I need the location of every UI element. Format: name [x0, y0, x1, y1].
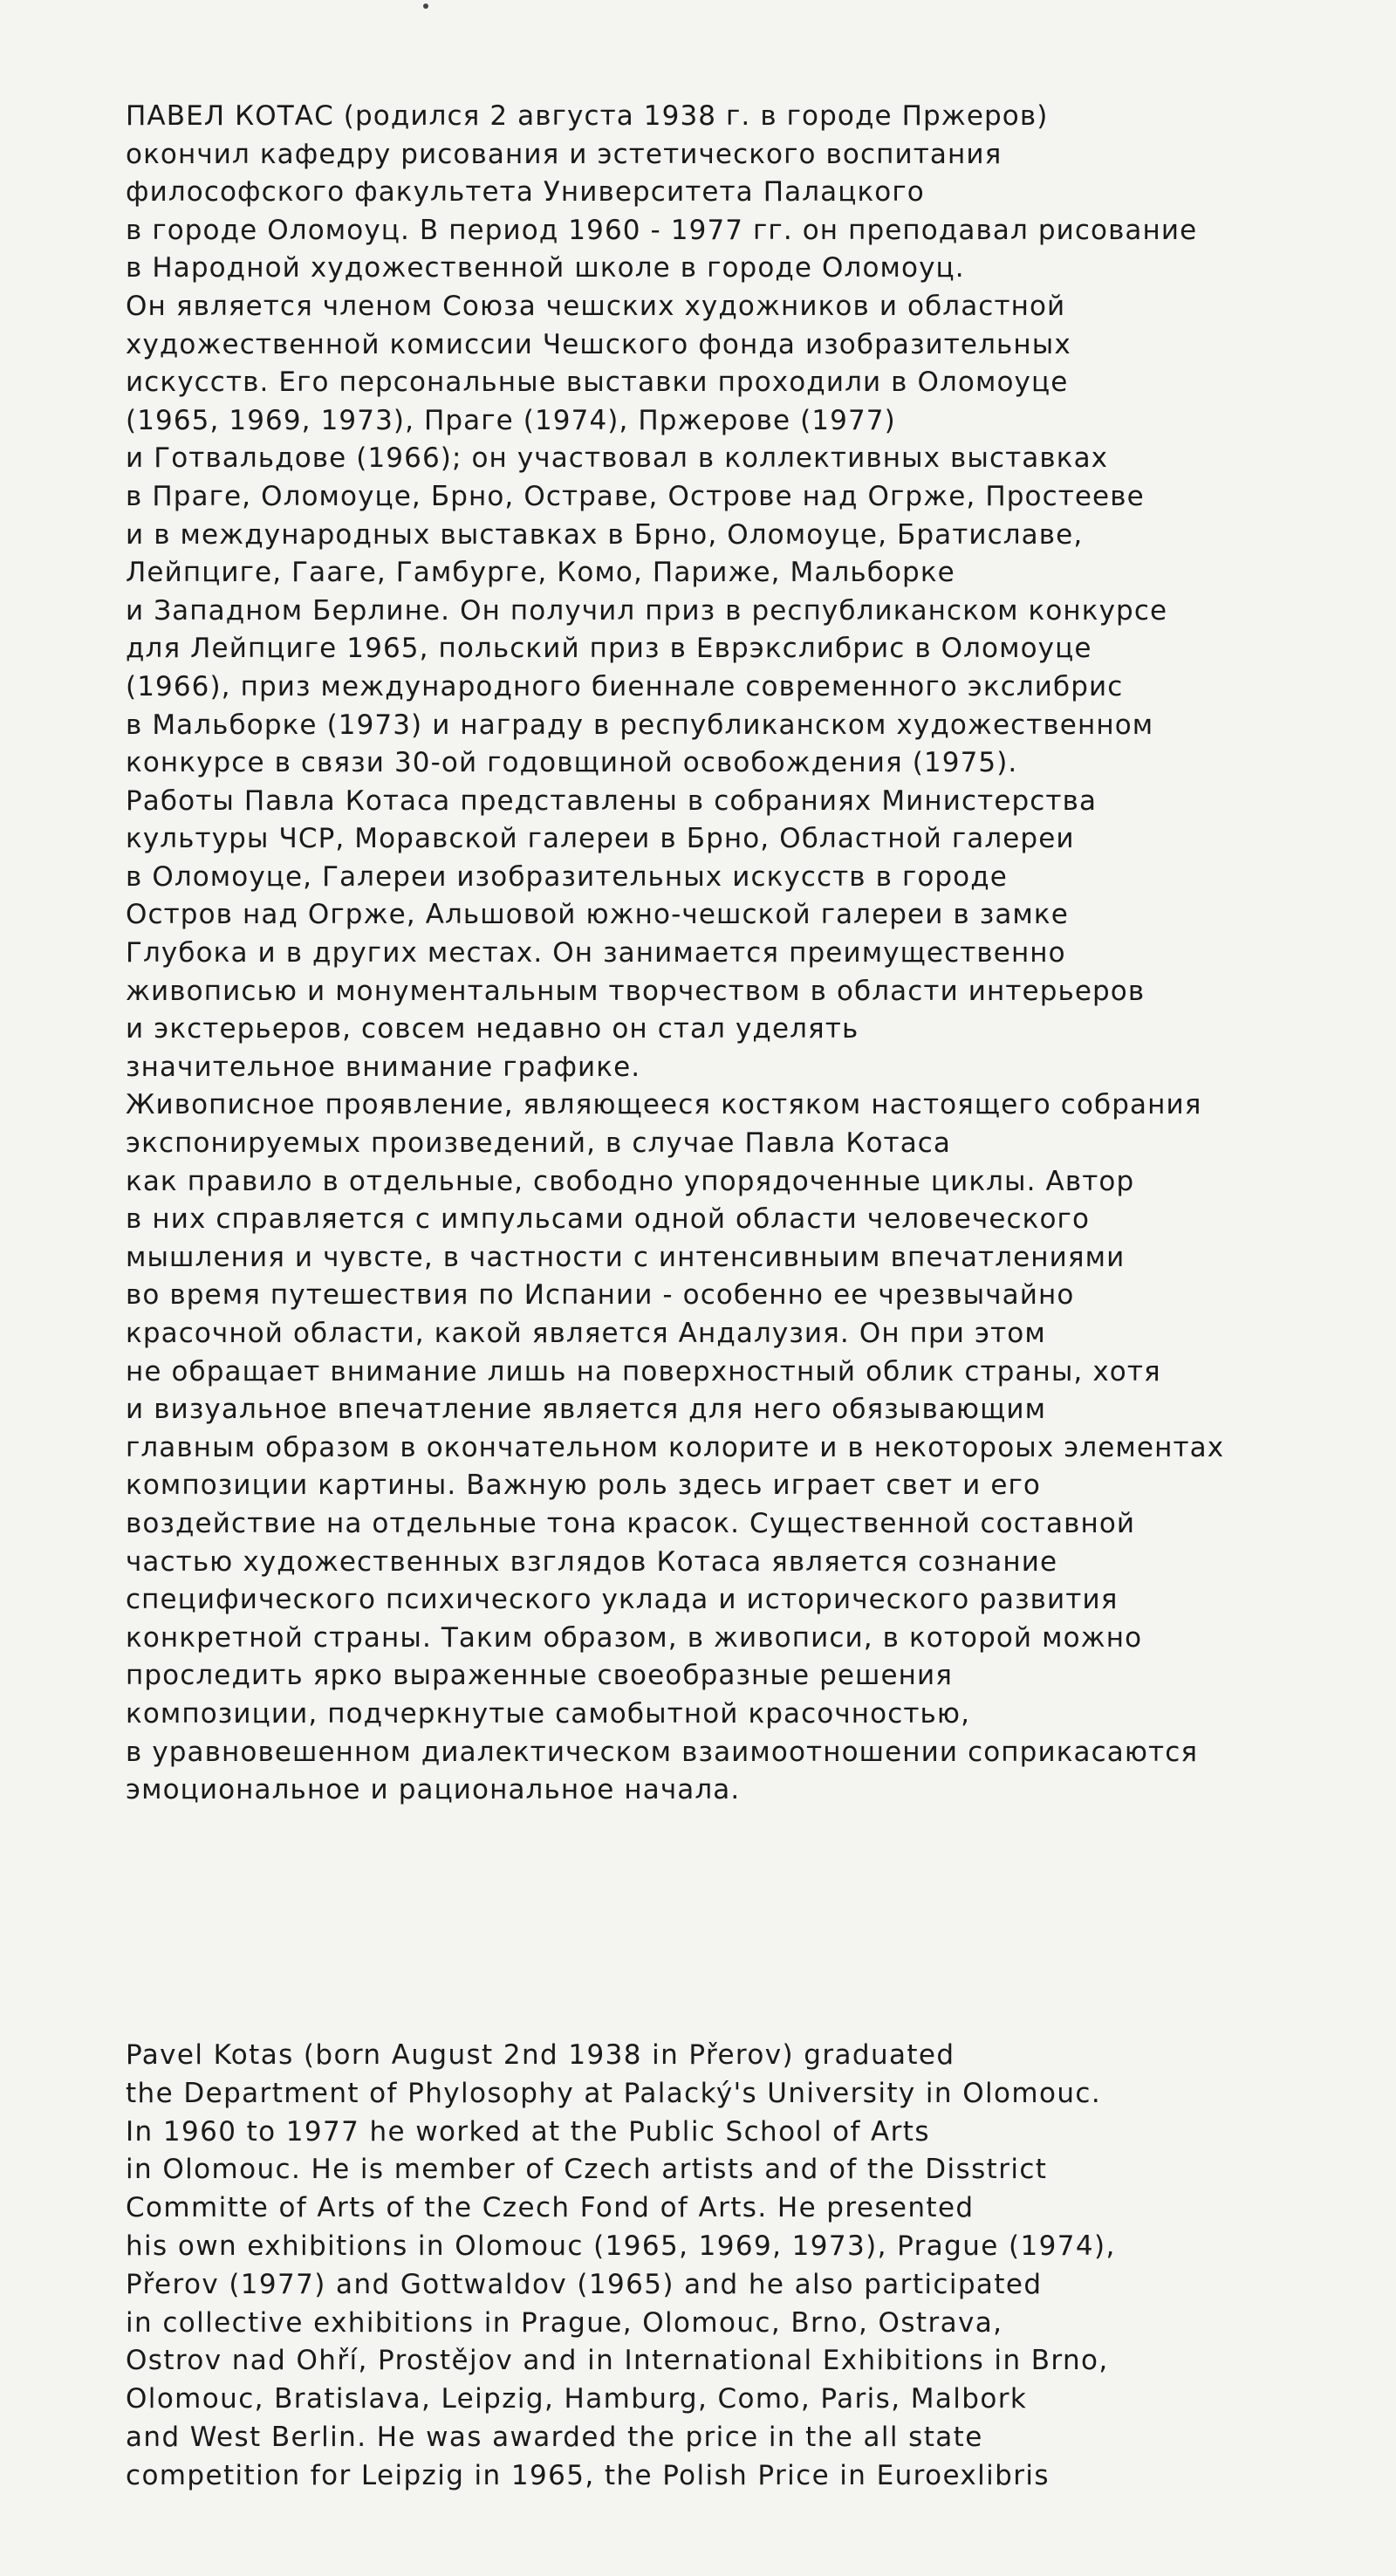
- text-line: конкретной страны. Таким образом, в живописи, в которой можно: [126, 1621, 1143, 1654]
- text-line: Живописное проявление, являющееся костяком настоящего собрания: [126, 1089, 1202, 1121]
- russian-biography-text: [126, 98, 1365, 1810]
- text-line: his own exhibitions in Olomouc (1965, 1969, 1973), Prague (1974),: [126, 2230, 1116, 2262]
- text-line: и Готвальдове (1966); он участвовал в коллективных выставках: [126, 442, 1109, 475]
- text-line: Ostrov nad Ohří, Prostějov and in International Exhibitions in Brno,: [126, 2345, 1109, 2377]
- text-line: Pavel Kotas (born August 2nd 1938 in Přerov) graduated: [126, 2039, 955, 2071]
- text-line: в городе Оломоуц. В период 1960 - 1977 гг. он преподавал рисование: [126, 214, 1198, 246]
- text-line: экспонируемых произведений, в случае Павла Котаса: [126, 1127, 952, 1160]
- text-line: мышления и чувсте, в частности с интенсивныим впечатлениями: [126, 1241, 1126, 1273]
- text-line: для Лейпциге 1965, польский приз в Еврэкслибрис в Оломоуце: [126, 633, 1092, 665]
- text-line: в них справляется с импульсами одной области человеческого: [126, 1203, 1091, 1236]
- text-line: не обращает внимание лишь на поверхностный облик страны, хотя: [126, 1355, 1161, 1387]
- text-line: the Department of Phylosophy at Palacký's University in Olomouc.: [126, 2077, 1102, 2109]
- text-line: и визуальное впечатление является для него обязывающим: [126, 1394, 1047, 1426]
- text-line: эмоциональное и рациональное начала.: [126, 1774, 741, 1806]
- text-line: ПАВЕЛ КОТАС (родился 2 августа 1938 г. в городе Пржеров): [126, 100, 1049, 132]
- text-line: художественной комиссии Чешского фонда изобразительных: [126, 328, 1071, 360]
- text-line: и в международных выставках в Брно, Оломоуце, Братиславе,: [126, 518, 1084, 551]
- text-line: значительное внимание графике.: [126, 1051, 641, 1083]
- text-line: конкурсе в связи 30-ой годовщиной освобождения (1975).: [126, 747, 1018, 779]
- text-line: (1965, 1969, 1973), Праге (1974), Пржерове (1977): [126, 404, 896, 436]
- english-biography-text: [126, 2037, 1365, 2496]
- text-line: искусств. Его персональные выставки проходили в Оломоуце: [126, 367, 1069, 399]
- text-line: Он является членом Союза чешских художников и областной: [126, 290, 1066, 322]
- text-line: в Мальборке (1973) и награду в республиканском художественном: [126, 709, 1154, 741]
- text-line: в уравновешенном диалектическом взаимоотношении соприкасаются: [126, 1736, 1199, 1768]
- text-line: competition for Leipzig in 1965, the Polish Price in Euroexlibris: [126, 2459, 1050, 2491]
- text-line: Остров над Огрже, Альшовой южно-чешской галереи в замке: [126, 899, 1069, 931]
- text-line: Olomouc, Bratislava, Leipzig, Hamburg, Como, Paris, Malbork: [126, 2383, 1028, 2415]
- text-line: как правило в отдельные, свободно упорядоченные циклы. Автор: [126, 1165, 1135, 1197]
- text-line: окончил кафедру рисования и эстетического воспитания: [126, 138, 1003, 170]
- text-line: философского факультета Университета Палацкого: [126, 176, 925, 209]
- text-line: специфического психического уклада и исторического развития: [126, 1584, 1119, 1616]
- text-line: культуры ЧСР, Моравской галереи в Брно, Областной галереи: [126, 823, 1075, 855]
- text-line: во время путешествия по Испании - особенно ее чрезвычайно: [126, 1279, 1075, 1312]
- text-line: Работы Павла Котаса представлены в собраниях Министерства: [126, 784, 1098, 817]
- text-line: в Народной художественной школе в городе Оломоуц.: [126, 252, 965, 284]
- text-line: воздействие на отдельные тона красок. Существенной составной: [126, 1507, 1136, 1539]
- text-line: Přerov (1977) and Gottwaldov (1965) and he also participated: [126, 2268, 1043, 2300]
- text-line: в Праге, Оломоуце, Брно, Остраве, Острове над Огрже, Простееве: [126, 480, 1145, 512]
- text-line: живописью и монументальным творчеством в области интерьеров: [126, 975, 1146, 1007]
- text-line: частью художественных взглядов Котаса является сознание: [126, 1545, 1058, 1578]
- paper-speck: [423, 3, 428, 9]
- text-line: and West Berlin. He was awarded the price in the all state: [126, 2421, 983, 2453]
- text-line: (1966), приз международного биеннале современного экслибрис: [126, 670, 1124, 702]
- text-line: в Оломоуце, Галереи изобразительных искусств в городе: [126, 860, 1008, 893]
- text-line: in Olomouc. He is member of Czech artists and of the Disstrict: [126, 2154, 1048, 2186]
- text-line: in collective exhibitions in Prague, Olomouc, Brno, Ostrava,: [126, 2306, 1003, 2339]
- text-line: композиции, подчеркнутые самобытной красочностью,: [126, 1697, 971, 1730]
- text-line: красочной области, какой является Андалузия. Он при этом: [126, 1318, 1046, 1349]
- text-line: Глубока и в других местах. Он занимается преимущественно: [126, 937, 1066, 969]
- text-line: Committe of Arts of the Czech Fond of Arts. He presented: [126, 2192, 975, 2224]
- text-line: In 1960 to 1977 he worked at the Public School of Arts: [126, 2115, 930, 2148]
- text-line: композиции картины. Важную роль здесь играет свет и его: [126, 1470, 1041, 1502]
- text-line: и экстерьеров, совсем недавно он стал уделять: [126, 1013, 859, 1045]
- text-line: Лейпциге, Гааге, Гамбурге, Комо, Париже, Мальборке: [126, 557, 955, 589]
- text-line: и Западном Берлине. Он получил приз в республиканском конкурсе: [126, 594, 1168, 627]
- text-line: проследить ярко выраженные своеобразные решения: [126, 1660, 954, 1692]
- text-line: главным образом в окончательном колорите и в некотороых элементах: [126, 1431, 1225, 1463]
